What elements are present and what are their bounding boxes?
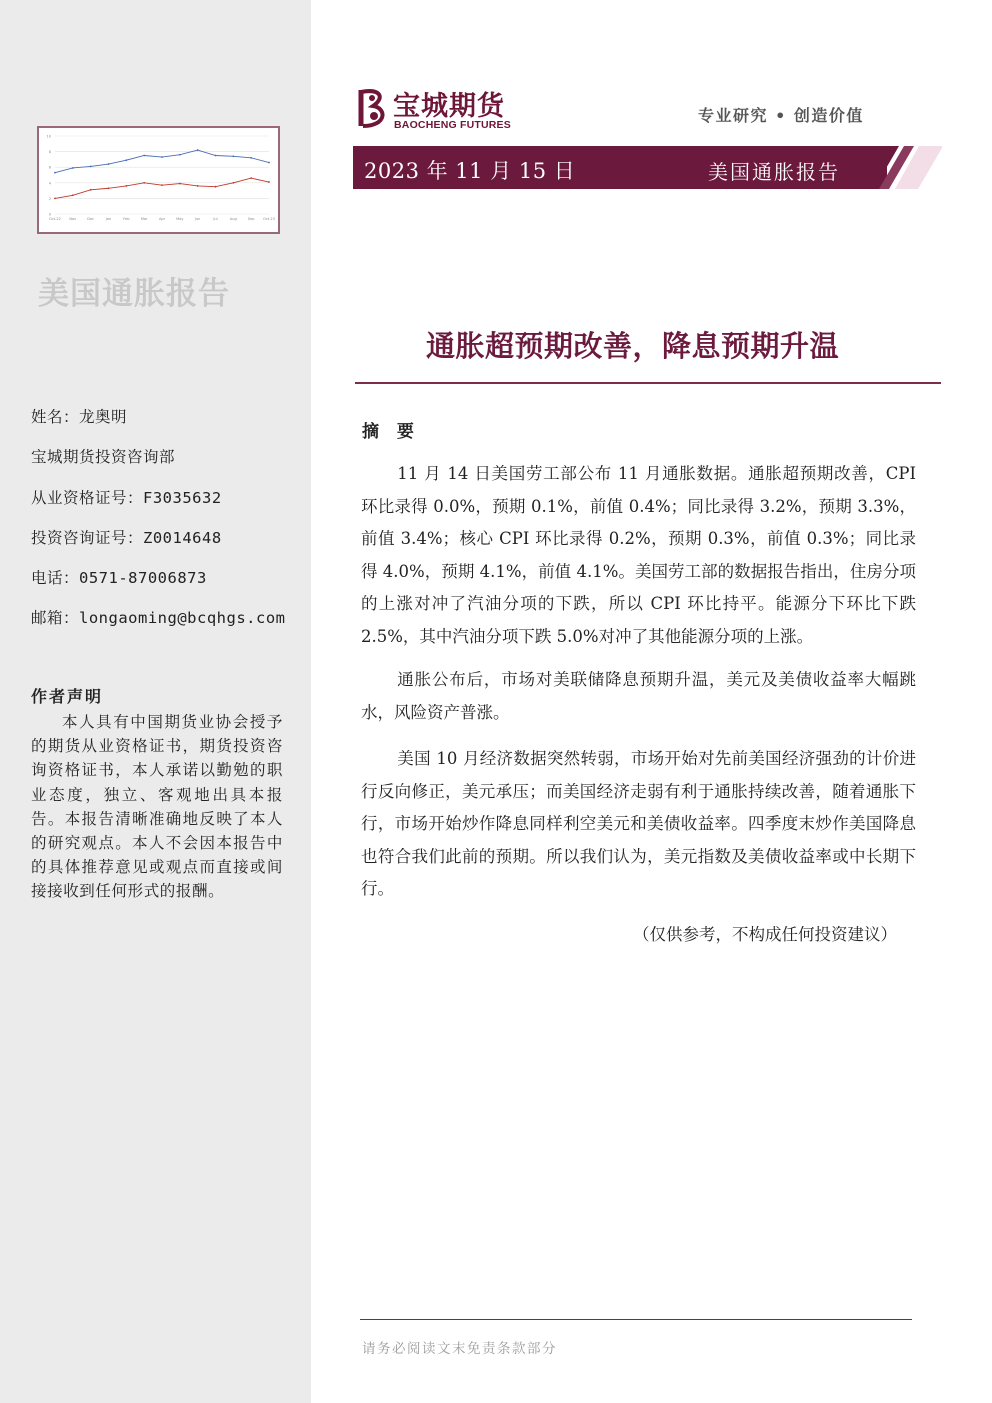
- abstract-paragraph-3: 美国 10 月经济数据突然转弱，市场开始对先前美国经济强劲的计价进行反向修正，美元承压；而美国经济走弱有利于通胀持续改善，随着通胀下行，市场开始炒作降息同样利空美元和美债收益率。四季度末炒作美国降息也符合我们此前的预期。所以我们认为，美元指数及美债收益率或中长期下行。: [361, 749, 916, 899]
- report-date: 2023 年 11 月 15 日: [364, 159, 576, 183]
- data-point: [108, 163, 110, 165]
- author-declaration-title: 作者声明: [31, 687, 104, 706]
- data-point: [232, 182, 234, 184]
- data-point: [197, 149, 199, 151]
- x-tick-label: Oct-23: [263, 217, 275, 221]
- x-tick-label: Oct-22: [49, 217, 61, 221]
- data-point: [179, 183, 181, 185]
- logo-icon: [355, 86, 391, 130]
- cover-chart: [39, 128, 278, 232]
- footer-divider: [360, 1319, 912, 1320]
- y-tick-label: 4: [48, 181, 51, 186]
- data-point: [108, 187, 110, 189]
- y-tick-label: 10: [46, 134, 51, 139]
- y-tick-label: 6: [48, 165, 51, 170]
- headline-divider: [355, 382, 941, 384]
- x-tick-label: Aug: [229, 217, 237, 221]
- data-point: [215, 155, 217, 157]
- brand-name-cn: 宝城期货: [393, 91, 505, 122]
- data-point: [54, 198, 56, 200]
- footer-text: 请务必阅读文末免责条款部分: [362, 1341, 557, 1357]
- data-point: [179, 154, 181, 156]
- report-type: 美国通胀报告: [708, 160, 840, 184]
- sidebar-report-title: 美国通胀报告: [38, 276, 230, 312]
- abstract-paragraph-1: 11 月 14 日美国劳工部公布 11 月通胀数据。通胀超预期改善，CPI 环比录得 0.0%，预期 0.1%，前值 0.4%；同比录得 3.2%，预期 3.3%，前值 3.4%；核心 CPI 环比录得 0.2%，预期 0.3%，前值 0.3%；同比录得 4.0%，预期 4.1%，前值 4.1%。美国劳工部的数据报告指出，住房分项的上涨对冲了汽油分项的下跌，所以 CPI 环比持平。能源分下环比下跌 2.5%，其中汽油分项下跌 5.0%对冲了其他能源分项的上涨。: [361, 464, 916, 646]
- x-tick-label: Jun: [194, 217, 201, 221]
- data-point: [125, 159, 127, 161]
- data-point: [125, 185, 127, 187]
- x-tick-label: Jul: [213, 217, 218, 221]
- abstract-paragraph-2: 通胀公布后，市场对美联储降息预期升温，美元及美债收益率大幅跳水，风险资产普涨。: [361, 670, 916, 722]
- series-line-1: [55, 150, 269, 173]
- y-tick-label: 0: [48, 212, 51, 217]
- email: 邮箱：longaoming@bcqhgs.com: [31, 609, 286, 627]
- series-line-2: [55, 178, 269, 198]
- data-point: [197, 185, 199, 187]
- y-tick-label: 2: [48, 196, 51, 201]
- data-point: [250, 177, 252, 179]
- author-department: 宝城期货投资咨询部: [31, 448, 176, 466]
- abstract-title: 摘 要: [362, 422, 420, 442]
- data-point: [90, 166, 92, 168]
- x-tick-label: Sep: [247, 217, 255, 221]
- data-point: [161, 156, 163, 158]
- data-point: [250, 157, 252, 159]
- data-point: [54, 172, 56, 174]
- data-point: [232, 155, 234, 157]
- data-point: [72, 194, 74, 196]
- x-tick-label: Mar: [140, 217, 148, 221]
- qualification-number: 从业资格证号：F3035632: [31, 489, 222, 507]
- data-point: [143, 182, 145, 184]
- data-point: [215, 186, 217, 188]
- disclaimer-note: （仅供参考，不构成任何投资建议）: [633, 925, 897, 944]
- author-name: 姓名：龙奥明: [31, 408, 128, 426]
- data-point: [72, 167, 74, 169]
- phone: 电话：0571-87006873: [31, 569, 207, 587]
- banner-stripes-decoration: [862, 146, 942, 189]
- data-point: [90, 189, 92, 191]
- headline: 通胀超预期改善，降息预期升温: [426, 329, 840, 363]
- x-tick-label: Nov: [69, 217, 77, 221]
- data-point: [161, 184, 163, 186]
- x-tick-label: Jan: [105, 217, 112, 221]
- consulting-number: 投资咨询证号：Z0014648: [31, 529, 222, 547]
- x-tick-label: Dec: [87, 217, 95, 221]
- data-point: [268, 181, 270, 183]
- brand-slogan: 专业研究 • 创造价值: [698, 106, 864, 125]
- sidebar: [0, 0, 311, 1403]
- x-tick-label: May: [176, 217, 184, 221]
- data-point: [268, 162, 270, 164]
- cover-chart-thumbnail: [37, 126, 280, 234]
- data-point: [143, 155, 145, 157]
- x-tick-label: Feb: [123, 217, 130, 221]
- author-declaration-text: 本人具有中国期货业协会授予的期货从业资格证书，期货投资咨询资格证书，本人承诺以勤勉的职业态度，独立、客观地出具本报告。本报告清晰准确地反映了本人的研究观点。本人不会因本报告中的具体推荐意见或观点而直接或间接接收到任何形式的报酬。: [31, 713, 283, 901]
- y-tick-label: 8: [48, 150, 51, 155]
- x-tick-label: Apr: [158, 217, 166, 221]
- brand-name-en: BAOCHENG FUTURES: [394, 119, 511, 131]
